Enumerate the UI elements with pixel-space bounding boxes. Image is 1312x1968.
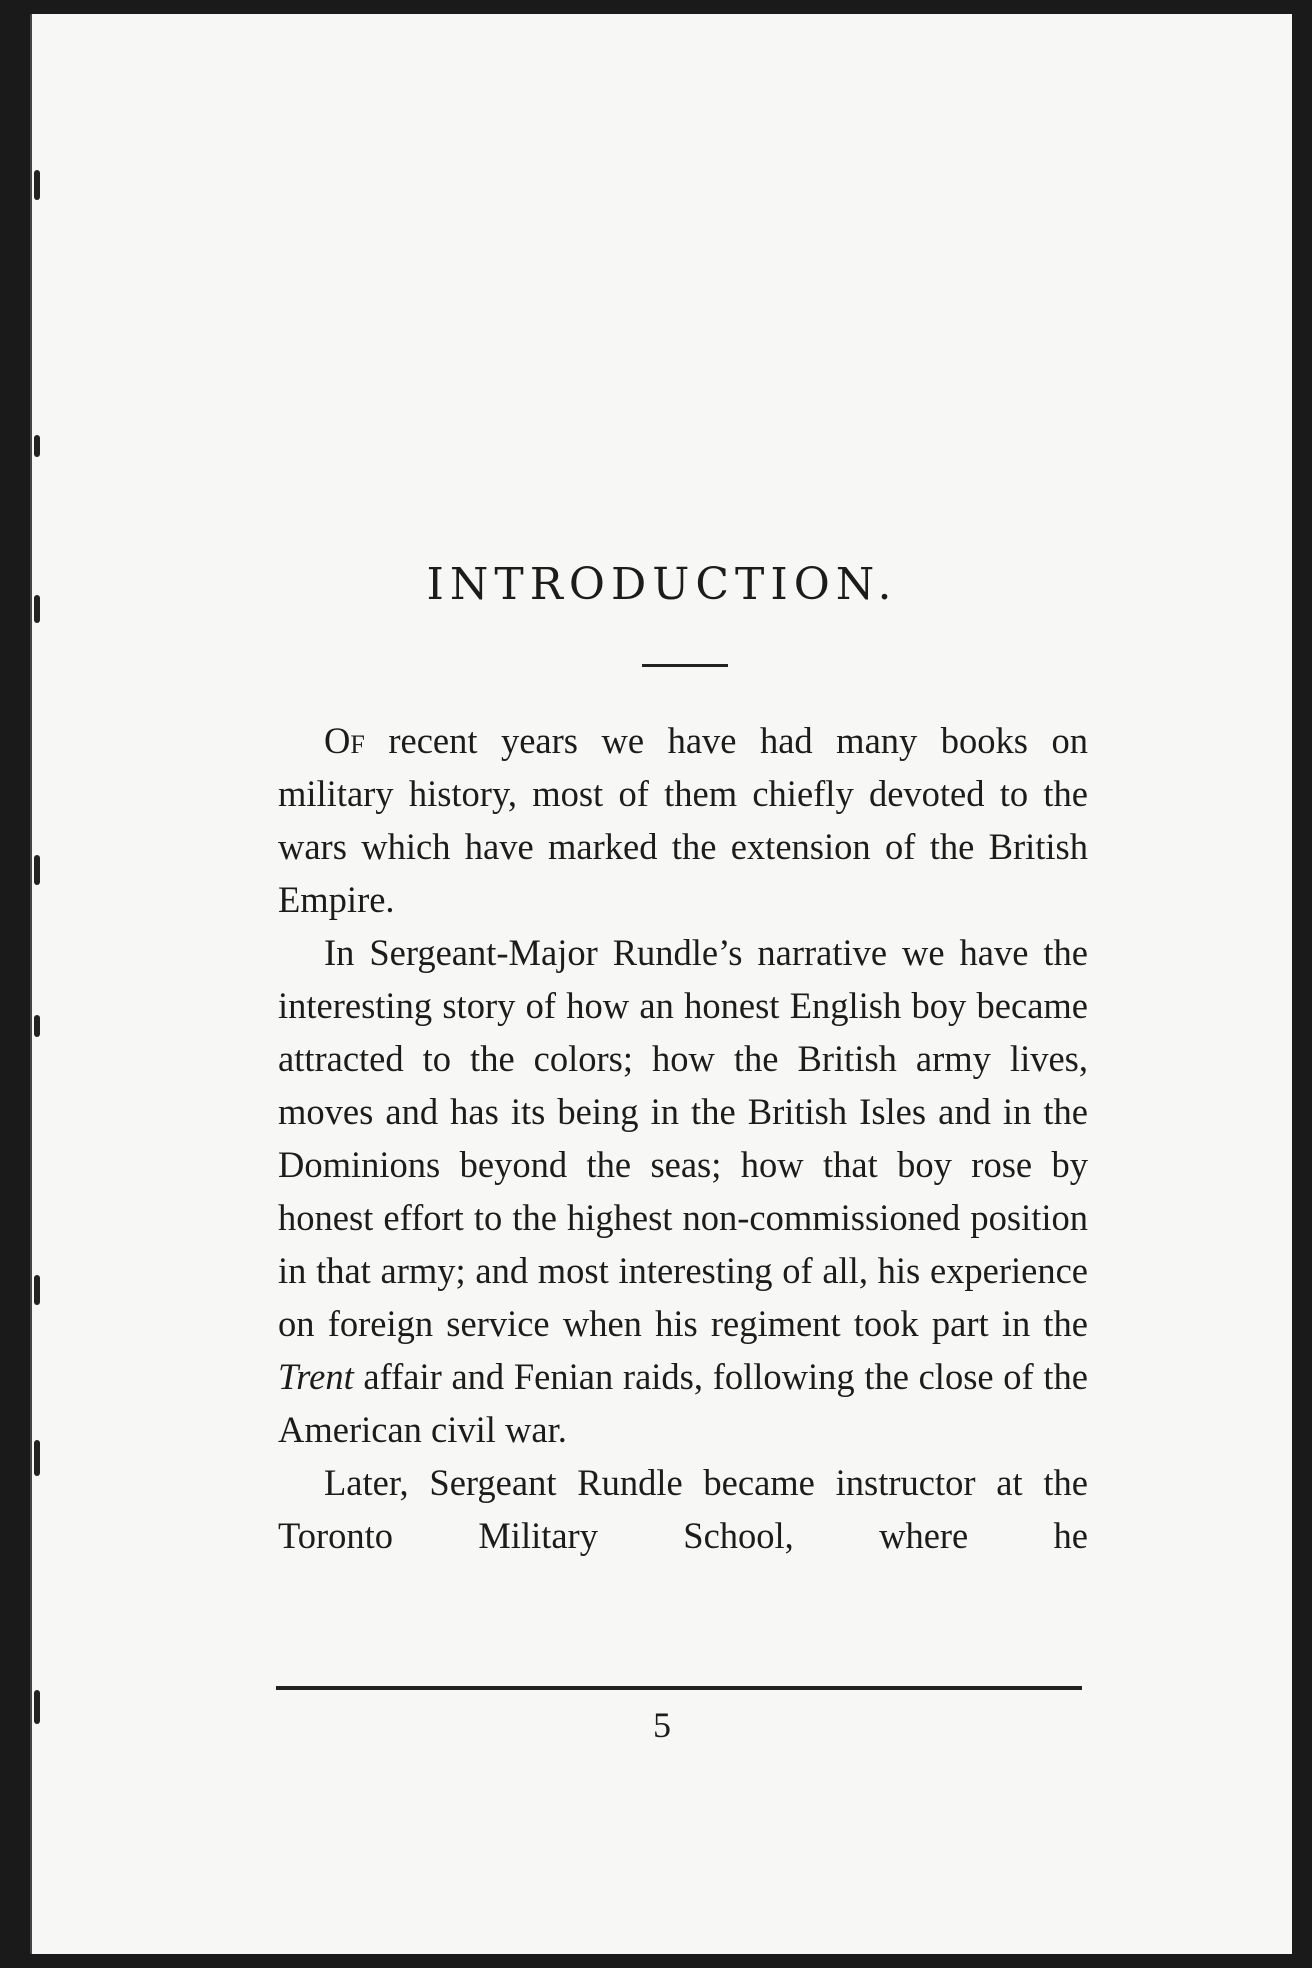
binding-mark xyxy=(34,1440,40,1476)
paragraph-text: Later, Sergeant Rundle became instructor at the Toronto Military School, where he xyxy=(278,1462,1088,1556)
paragraph-2 xyxy=(278,926,1088,1456)
body-text xyxy=(278,714,1088,1562)
paragraph-text: In Sergeant-Major Rundle’s narrative we have the interesting story of how an honest English boy became attracted to the colors; how the British army lives, moves and has its being in the British Isles and in the Dominions beyond the seas; how that boy rose by honest effort to the highest non-commissioned position in that army; and most interesting of all, his experience on foreign service when his regiment took part in the xyxy=(278,932,1088,1344)
paragraph-1 xyxy=(278,714,1088,926)
book-page xyxy=(30,14,1292,1954)
binding-mark xyxy=(34,1015,40,1037)
binding-mark xyxy=(34,855,40,885)
paragraph-lead: Of xyxy=(324,720,365,761)
binding-mark xyxy=(34,595,40,623)
binding-mark xyxy=(34,170,40,200)
italic-ship-name: Trent xyxy=(278,1356,354,1397)
paragraph-text: recent years we have had many books on military history, most of them chiefly devoted to the wars which have marked the extension of the British Empire. xyxy=(278,720,1088,920)
bottom-rule xyxy=(276,1686,1082,1690)
binding-mark xyxy=(34,1690,40,1724)
page-number: 5 xyxy=(653,1705,671,1745)
title-rule xyxy=(642,664,728,667)
binding-mark xyxy=(34,435,40,457)
paragraph-3 xyxy=(278,1456,1088,1562)
paragraph-text-after: affair and Fenian raids, following the close of the American civil war. xyxy=(278,1356,1088,1450)
page-title: INTRODUCTION. xyxy=(426,559,898,610)
binding-mark xyxy=(34,1275,40,1305)
